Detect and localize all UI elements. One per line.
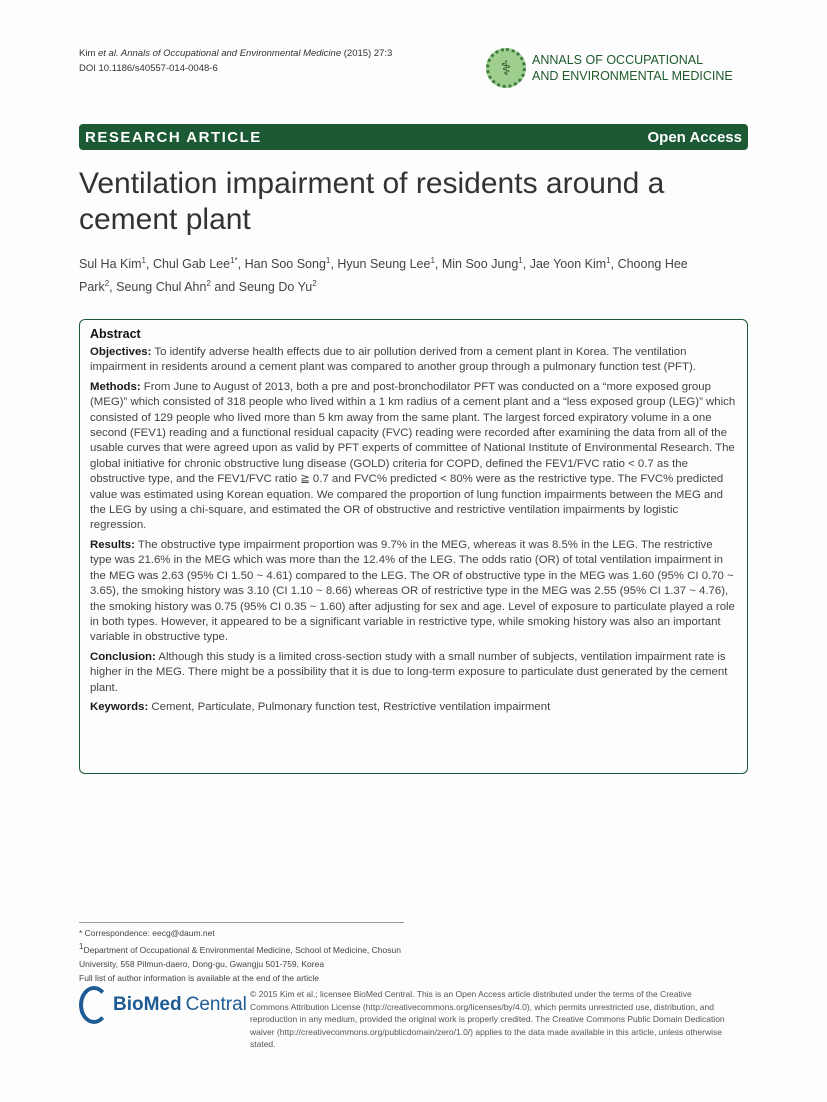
journal-logo (486, 48, 733, 88)
section-text: Although this study is a limited cross-section study with a small number of subjects, ventilation impairment rate is higher in the MEG. There might be a possibility that it is due to long-term exposure to particulate dust generated by the cement plant. (90, 650, 728, 694)
section-label: Methods: (90, 380, 141, 393)
affiliation: Department of Occupational & Environmental Medicine, School of Medicine, Chosun University, 558 Pilmun-daero, Dong-gu, Gwangju 501-759, Korea (79, 944, 401, 969)
citation-journal: Annals of Occupational and Environmental Medicine (118, 48, 342, 59)
author-name: Min Soo Jung (441, 257, 519, 272)
abstract-section (90, 650, 737, 696)
logo-bold: BioMed (113, 994, 182, 1015)
license-text: © 2015 Kim et al.; licensee BioMed Central. This is an Open Access article distributed under the terms of the Creative Commons Attribution License (http://creativecommons.org/licenses/by/4.0), which permits unrestricted use, distribution, and reproduction in any medium, provided the original work is properly credited. The Creative Commons Public Domain Dedication waiver (http://creativecommons.org/publicdomain/zero/1.0/) applies to the data made available in this article, unless otherwise stated. (250, 989, 725, 1049)
section-text: The obstructive type impairment proportion was 9.7% in the MEG, whereas it was 8.5% in the LEG. The restrictive type was 21.6% in the MEG which was more than the 12.4% of the LEG. The odds ratio (OR) of total ventilation impairment in the MEG was 2.63 (95% CI 1.50 ~ 4.61) compared to the LEG. The OR of obstructive type in the MEG was 1.60 (95% CI 0.70 ~ 3.65), the smoking history was 3.10 (CI 1.10 ~ 8.66) whereas OR of restrictive type in the MEG was 2.55 (95% CI 1.37 ~ 4.76), the smoking history was 0.75 (95% CI 0.35 ~ 1.60) after adjusting for sex and age. Level of exposure to particulate played a role in both types. However, it appeared to be a significant variable in restrictive type, while smoking history was also an important variable in obstructive type. (90, 538, 735, 644)
author-sep: , (610, 257, 618, 272)
author-sep: , (109, 280, 117, 295)
author-affil: 2 (206, 279, 211, 289)
section-text: From June to August of 2013, both a pre and post-bronchodilator PFT was conducted on a “more exposed group (MEG)” which consisted of 318 people who lived within a 1 km radius of a cement plant and a “less exposed group (LEG)” which consisted of 129 people who lived more than 5 km away from the same plant. The largest forced expiratory volume in a one second (FEV1) reading and a functional residual capacity (FVC) reading were recorded after examining the data from all of the usable curves that were agreed upon as valid by PFT experts of committee of National Institute of Environmental Research. The global initiative for chronic obstructive lung disease (GOLD) criteria for COPD, defined the FEV1/FVC ratio < 0.7 as the obstructive type, and the FEV1/FVC ratio ≧ 0.7 and FVC% predicted < 80% were as the restrictive type. The FVC% predicted value was estimated using Korean equation. We compared the proportion of lung function impairments between the MEG and the LEG by using a chi-square, and estimated the OR of obstructive and restrictive ventilation impairments by logistic regression. (90, 380, 736, 532)
author-list (79, 251, 719, 297)
author-affil: 1* (230, 256, 238, 265)
author-sep: , (145, 257, 153, 272)
section-label: Objectives: (90, 346, 152, 358)
author-sep: , (237, 257, 245, 272)
logo-rest: Central (185, 994, 247, 1015)
bmc-ring-icon (79, 986, 109, 1024)
open-access-label: Open Access (647, 128, 742, 146)
author-affil: 2 (104, 279, 110, 289)
section-label: Conclusion: (90, 650, 156, 663)
author-name: Choong Hee Park (79, 257, 688, 295)
author-affil: 1 (606, 256, 611, 265)
caduceus-seal-icon: ⚕ (486, 48, 526, 88)
biomed-central-logo (79, 986, 247, 1024)
author-info-note: Full list of author information is available at the end of the article (79, 972, 320, 983)
journal-name-2: AND ENVIRONMENTAL MEDICINE (532, 69, 733, 83)
author-affil: 1 (141, 256, 146, 265)
correspondence: * Correspondence: eecg@daum.net (79, 928, 215, 938)
author-name: Chul Gab Lee (152, 257, 231, 272)
abstract-section (90, 700, 737, 715)
footnotes (79, 922, 404, 985)
author-name: Hyun Seung Lee (337, 257, 431, 272)
author-name: Jae Yoon Kim (529, 257, 607, 272)
paper-title: Ventilation impairment of residents around a cement plant (79, 167, 665, 236)
author-sep: , (434, 257, 442, 272)
doi: DOI 10.1186/s40557-014-0048-6 (79, 63, 218, 74)
section-text: To identify adverse health effects due to air pollution derived from a cement plant in Korea. The ventilation impairment in residents around a cement plant was compared to another group through a pulmonary function test (PFT). (90, 346, 696, 374)
abstract-section (90, 345, 737, 376)
affiliation-marker: 1 (79, 942, 84, 951)
author-name: Han Soo Song (244, 257, 326, 272)
author-affil: 1 (518, 256, 523, 265)
author-name: Seung Chul Ahn (116, 280, 207, 295)
article-type-banner (79, 124, 748, 150)
author-affil: 2 (312, 279, 317, 289)
author-affil: 1 (430, 256, 435, 265)
section-label: Keywords: (90, 700, 149, 713)
citation-authors: Kim (79, 48, 98, 59)
citation-volume: (2015) 27:3 (341, 48, 393, 59)
journal-name-1: ANNALS OF OCCUPATIONAL (532, 53, 704, 67)
citation (79, 46, 392, 76)
abstract-box (79, 319, 748, 774)
author-sep: and (210, 280, 239, 295)
abstract-section (90, 538, 737, 646)
author-affil: 1 (325, 256, 331, 265)
section-text: Cement, Particulate, Pulmonary function test, Restrictive ventilation impairment (148, 700, 551, 713)
article-type: RESEARCH ARTICLE (85, 128, 262, 146)
author-name: Sul Ha Kim (79, 257, 142, 272)
author-sep: , (330, 257, 338, 272)
citation-etal: et al. (98, 48, 119, 59)
abstract-heading: Abstract (90, 327, 141, 341)
author-sep: , (522, 257, 530, 272)
section-label: Results: (90, 538, 135, 551)
author-name: Seung Do Yu (238, 280, 313, 295)
abstract-section (90, 380, 737, 534)
